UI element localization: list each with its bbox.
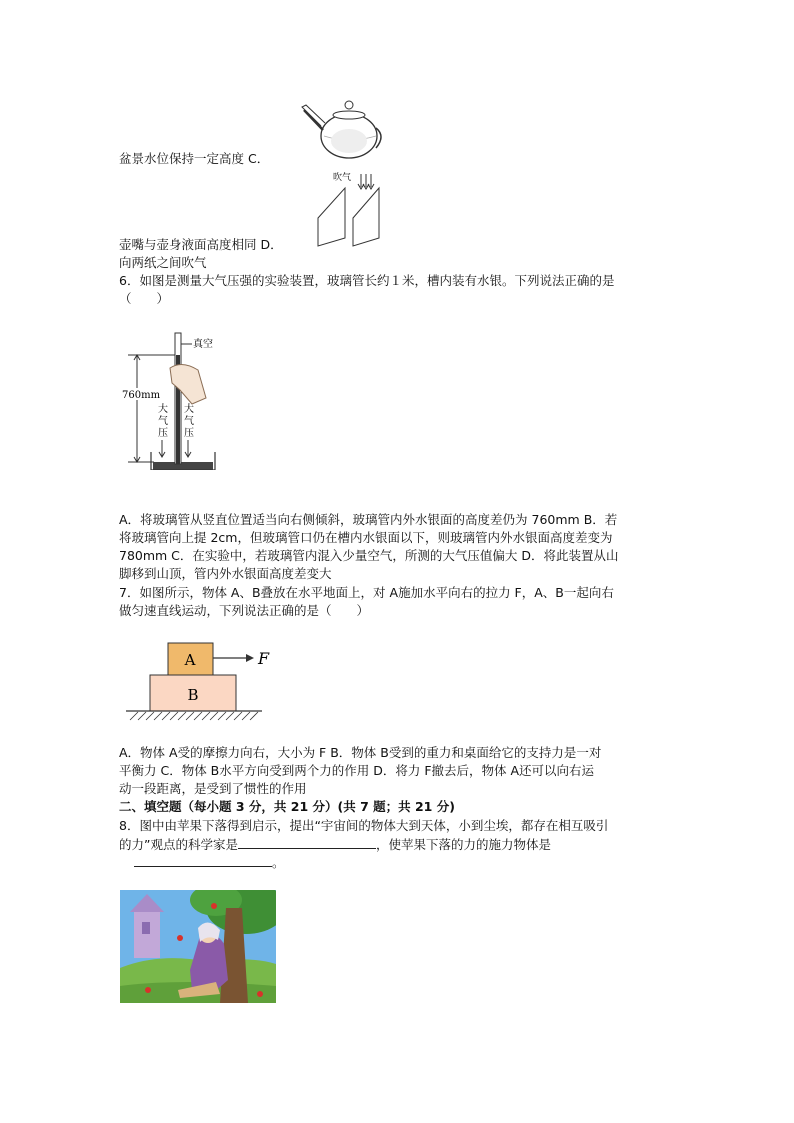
- q5-option-c-text: 壶嘴与壶身液面高度相同 D．: [119, 237, 283, 252]
- q7-stem-line2: 做匀速直线运动，下列说法正确的是（ ）: [119, 603, 370, 618]
- pressure-label-right-2: 气: [184, 416, 194, 427]
- force-f-label: F: [258, 649, 270, 668]
- q7-options-line1: A．物体 A受的摩擦力向右，大小为 F B．物体 B受到的重力和桌面给它的支持力是一对: [119, 745, 602, 760]
- barometer-figure: [120, 328, 228, 470]
- force-object-answer-blank[interactable]: [134, 853, 272, 867]
- pressure-label-right-1: 大: [184, 404, 194, 415]
- q8-line2-part-b: ，使苹果下落的力的施力物体是: [375, 837, 551, 852]
- q5-option-d-text: 向两纸之间吹气: [119, 255, 207, 270]
- q7-options-line3: 动一段距离，是受到了惯性的作用: [119, 781, 307, 796]
- q8-line3: [134, 853, 285, 872]
- height-label: 760mm: [122, 390, 161, 401]
- section-heading: 二、填空题（每小题 3 分，共 21 分）(共 7 题；共 21 分): [119, 799, 455, 814]
- q6-stem-line1: 6．如图是测量大气压强的实验装置，玻璃管长约１米，槽内装有水银。下列说法正确的是: [119, 273, 615, 288]
- q7-stem-line1: 7．如图所示，物体 A、B叠放在水平地面上，对 A施加水平向右的拉力 F，A、B一起向右: [119, 585, 614, 600]
- q6-options-line4: 脚移到山顶，管内外水银面高度差变大: [119, 566, 332, 581]
- q6-options-line2: 将玻璃管向上提 2cm，但玻璃管口仍在槽内水银面以下，则玻璃管内外水银面高度差变为: [119, 530, 613, 545]
- blow-paper-figure: [315, 170, 387, 248]
- scientist-answer-blank[interactable]: [238, 835, 376, 849]
- q6-stem-line2: （ ）: [119, 291, 170, 306]
- block-b-label: B: [187, 686, 199, 704]
- q8-line2: [119, 835, 551, 854]
- q7-options-line2: 平衡力 C．物体 B水平方向受到两个力的作用 D．将力 F撤去后，物体 A还可以向右运: [119, 763, 595, 778]
- newton-apple-illustration: [120, 890, 276, 1003]
- block-a-label: A: [184, 651, 196, 669]
- vacuum-label: 真空: [193, 339, 213, 350]
- q8-line1: 8．图中由苹果下落得到启示，提出“宇宙间的物体大到天体，小到尘埃，都存在相互吸引: [119, 818, 609, 833]
- q6-options-line3: 780mm C．在实验中，若玻璃管内混入少量空气，所测的大气压值偏大 D．将此装置从山: [119, 548, 619, 563]
- pressure-label-left-2: 气: [158, 416, 168, 427]
- pressure-label-left-1: 大: [158, 404, 168, 415]
- teapot-figure: [300, 96, 382, 162]
- pressure-label-left-3: 压: [158, 428, 168, 439]
- q8-line3-end: 。: [272, 855, 285, 870]
- q6-options-line1: A．将玻璃管从竖直位置适当向右侧倾斜，玻璃管内外水银面的高度差仍为 760mm B．若: [119, 512, 618, 527]
- blow-label: 吹气: [333, 173, 352, 183]
- blocks-figure: [124, 640, 284, 724]
- q8-line2-part-a: 的力”观点的科学家是: [119, 837, 238, 852]
- q5-option-b-text: 盆景水位保持一定高度 C．: [119, 151, 270, 166]
- pressure-label-right-3: 压: [184, 428, 194, 439]
